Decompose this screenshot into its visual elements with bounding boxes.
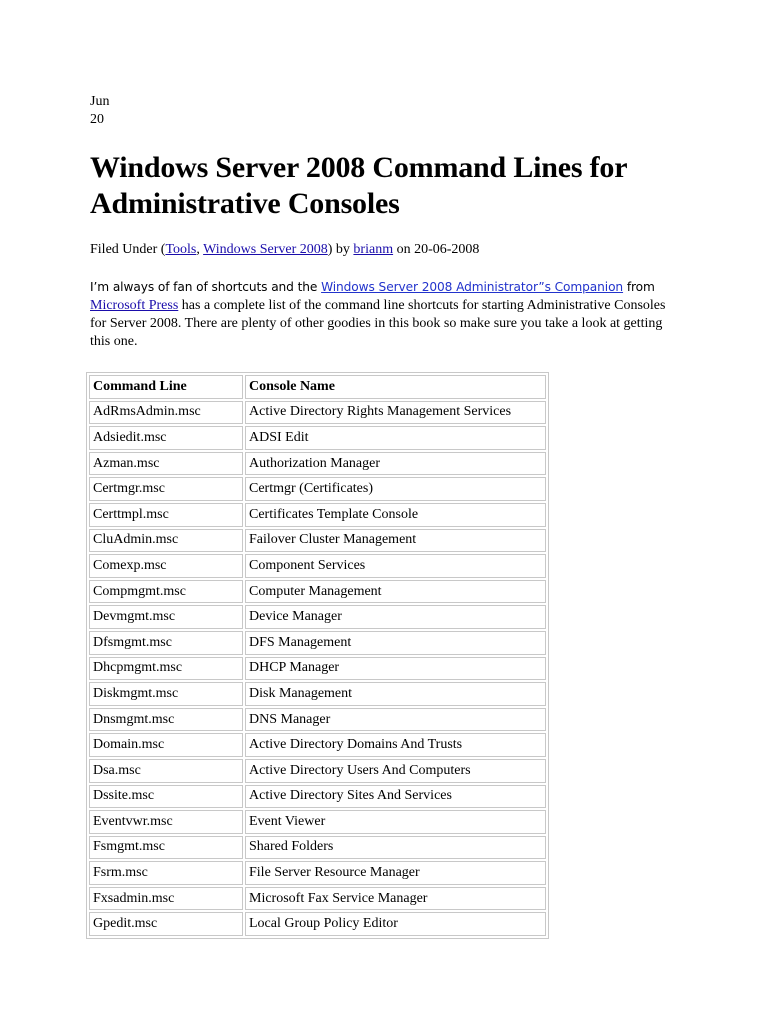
cell-command-line: Dhcpmgmt.msc [89, 657, 243, 681]
cell-console-name: Device Manager [245, 605, 546, 629]
cell-console-name: Local Group Policy Editor [245, 912, 546, 936]
cell-console-name: Event Viewer [245, 810, 546, 834]
meta-date: on 20-06-2008 [393, 242, 480, 257]
table-row [89, 631, 546, 655]
post-title: Windows Server 2008 Command Lines for Administrative Consoles [90, 151, 627, 220]
table-row [89, 503, 546, 527]
cell-console-name: Component Services [245, 554, 546, 578]
table-row [89, 836, 546, 860]
cell-command-line: Adsiedit.msc [89, 426, 243, 450]
header-console-name: Console Name [245, 375, 546, 399]
table-row [89, 810, 546, 834]
post-date-day: 20 [90, 112, 104, 127]
table-row [89, 580, 546, 604]
publisher-link[interactable]: Microsoft Press [90, 298, 179, 313]
cell-command-line: Comexp.msc [89, 554, 243, 578]
post-intro [90, 278, 680, 351]
table-row [89, 785, 546, 809]
table-header-row [89, 375, 546, 399]
table-row [89, 426, 546, 450]
cell-command-line: Diskmgmt.msc [89, 682, 243, 706]
cell-command-line: Azman.msc [89, 452, 243, 476]
table-row [89, 657, 546, 681]
cell-console-name: Active Directory Domains And Trusts [245, 733, 546, 757]
table-row [89, 401, 546, 425]
book-link[interactable]: Windows Server 2008 Administrator”s Companion [321, 280, 624, 294]
table-row [89, 529, 546, 553]
cell-console-name: Active Directory Users And Computers [245, 759, 546, 783]
table-row [89, 733, 546, 757]
table-row [89, 554, 546, 578]
cell-console-name: Certificates Template Console [245, 503, 546, 527]
table-row [89, 477, 546, 501]
cell-command-line: Eventvwr.msc [89, 810, 243, 834]
cell-command-line: Compmgmt.msc [89, 580, 243, 604]
cell-console-name: Failover Cluster Management [245, 529, 546, 553]
cell-command-line: Dssite.msc [89, 785, 243, 809]
post-meta [90, 241, 680, 259]
table-row [89, 861, 546, 885]
header-command-line: Command Line [89, 375, 243, 399]
cell-console-name: DFS Management [245, 631, 546, 655]
category-link-tools[interactable]: Tools [165, 242, 197, 257]
table-body [89, 401, 546, 936]
cell-command-line: Fsrm.msc [89, 861, 243, 885]
cell-command-line: Devmgmt.msc [89, 605, 243, 629]
cell-console-name: ADSI Edit [245, 426, 546, 450]
cell-console-name: Disk Management [245, 682, 546, 706]
category-link-windows-server-2008[interactable]: Windows Server 2008 [203, 242, 328, 257]
cell-console-name: Shared Folders [245, 836, 546, 860]
cell-console-name: Computer Management [245, 580, 546, 604]
post-container [90, 93, 680, 939]
intro-part-3: has a complete list of the command line shortcuts for starting Administrative Consoles for Server 2008. There are plenty of other goodies in this book so make sure you take a look at getting this one. [90, 298, 666, 349]
cell-console-name: Active Directory Rights Management Services [245, 401, 546, 425]
cell-command-line: Fsmgmt.msc [89, 836, 243, 860]
intro-part-1: I’m always of fan of shortcuts and the [90, 280, 322, 294]
cell-command-line: AdRmsAdmin.msc [89, 401, 243, 425]
cell-console-name: Authorization Manager [245, 452, 546, 476]
cell-command-line: Dfsmgmt.msc [89, 631, 243, 655]
cell-console-name: File Server Resource Manager [245, 861, 546, 885]
cell-command-line: Fxsadmin.msc [89, 887, 243, 911]
command-table [86, 372, 549, 939]
table-row [89, 708, 546, 732]
intro-part-2: from [623, 280, 655, 294]
table-row [89, 759, 546, 783]
cell-console-name: Certmgr (Certificates) [245, 477, 546, 501]
meta-by: ) by [327, 242, 354, 257]
cell-command-line: Gpedit.msc [89, 912, 243, 936]
cell-console-name: Microsoft Fax Service Manager [245, 887, 546, 911]
cell-command-line: Dnsmgmt.msc [89, 708, 243, 732]
author-link[interactable]: brianm [353, 242, 394, 257]
table-row [89, 887, 546, 911]
post-date-month: Jun [90, 94, 110, 109]
cell-command-line: Dsa.msc [89, 759, 243, 783]
meta-separator: , [196, 242, 204, 257]
cell-command-line: Certmgr.msc [89, 477, 243, 501]
cell-console-name: DNS Manager [245, 708, 546, 732]
post-date [90, 93, 680, 129]
cell-console-name: Active Directory Sites And Services [245, 785, 546, 809]
table-row [89, 682, 546, 706]
meta-filed-under: Filed Under ( [90, 242, 166, 257]
table-row [89, 912, 546, 936]
table-row [89, 605, 546, 629]
cell-command-line: CluAdmin.msc [89, 529, 243, 553]
cell-command-line: Certtmpl.msc [89, 503, 243, 527]
cell-console-name: DHCP Manager [245, 657, 546, 681]
cell-command-line: Domain.msc [89, 733, 243, 757]
table-row [89, 452, 546, 476]
